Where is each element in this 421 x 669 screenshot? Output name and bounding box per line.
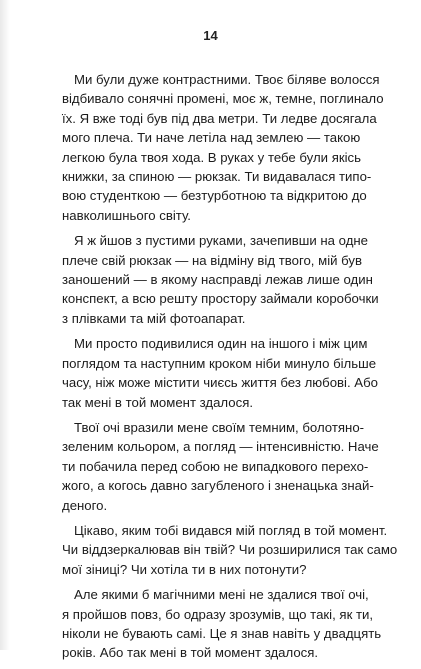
- paragraph: [62, 231, 408, 328]
- text-line: Я ж йшов з пустими руками, зачепивши на одне: [74, 233, 369, 249]
- text-line: так мені в той момент здалося.: [62, 394, 254, 410]
- text-line: Але якими б магічними мені не здалися твої очі,: [74, 587, 369, 603]
- text-line: жого, а когось давно загубленого і зненацька знай-: [62, 478, 374, 494]
- text-line: часу, ніж може містити чиєсь життя без любові. Або: [62, 375, 378, 391]
- text-line: мої зіниці? Чи хотіла ти в них потонути?: [62, 561, 307, 577]
- text-line: заношений — в якому насправді лежав лише один: [62, 272, 373, 288]
- text-line: Ми були дуже контрастними. Твоє біляве волосся: [74, 72, 380, 87]
- text-line: поглядом та наступним кроком ніби минуло більше: [62, 355, 377, 371]
- paragraph: [62, 521, 408, 579]
- page-gutter-shadow: [0, 0, 10, 650]
- text-line: плече свій рюкзак — на відміну від твого, мій був: [62, 252, 363, 268]
- text-line: ніколи не бувають самі. Це я знав навіть у двадцять: [62, 625, 382, 641]
- text-line: їх. Я вже тоді був під два метри. Ти ледве досягала: [62, 110, 377, 126]
- text-line: Чи віддзеркалював він твій? Чи розширилися так само: [62, 542, 398, 558]
- text-line: років. Або так мені в той момент здалося.: [62, 645, 319, 661]
- text-line: книжки, за спиною — рюкзак. Ти видавалася типо-: [62, 169, 372, 185]
- paragraph: [62, 585, 408, 663]
- text-line: Твої очі вразили мене своїм темним, болотяно-: [74, 419, 365, 435]
- page-number: 14: [203, 28, 218, 43]
- text-line: деного.: [62, 497, 108, 513]
- text-line: зеленим кольором, а погляд — інтенсивністю. Наче: [62, 439, 379, 455]
- text-line: ти побачила перед собою не випадкового перехо-: [62, 458, 369, 474]
- text-line: Цікаво, яким тобі видався мій погляд в той момент.: [74, 522, 388, 538]
- text-line: конспект, а всю решту простору займали коробочки: [62, 291, 379, 307]
- text-line: відбивало сонячні промені, моє ж, темне, поглинало: [62, 91, 384, 107]
- text-line: з плівками та мій фотоапарат.: [62, 310, 246, 326]
- text-line: Ми просто подивилися один на іншого і між цим: [74, 336, 368, 352]
- text-line: легкою була твоя хода. В руках у тебе були якісь: [62, 149, 362, 165]
- text-body: [62, 70, 408, 669]
- paragraph: [62, 418, 408, 515]
- paragraph: [62, 70, 408, 225]
- text-line: навколишнього світу.: [62, 207, 191, 223]
- text-line: вою студенткою — безтурботною та відкритою до: [62, 188, 367, 204]
- text-line: я пройшов повз, бо одразу зрозумів, що такі, як ти,: [62, 606, 374, 622]
- text-line: мого плеча. Ти наче летіла над землею — такою: [62, 130, 361, 146]
- paragraph: [62, 334, 408, 412]
